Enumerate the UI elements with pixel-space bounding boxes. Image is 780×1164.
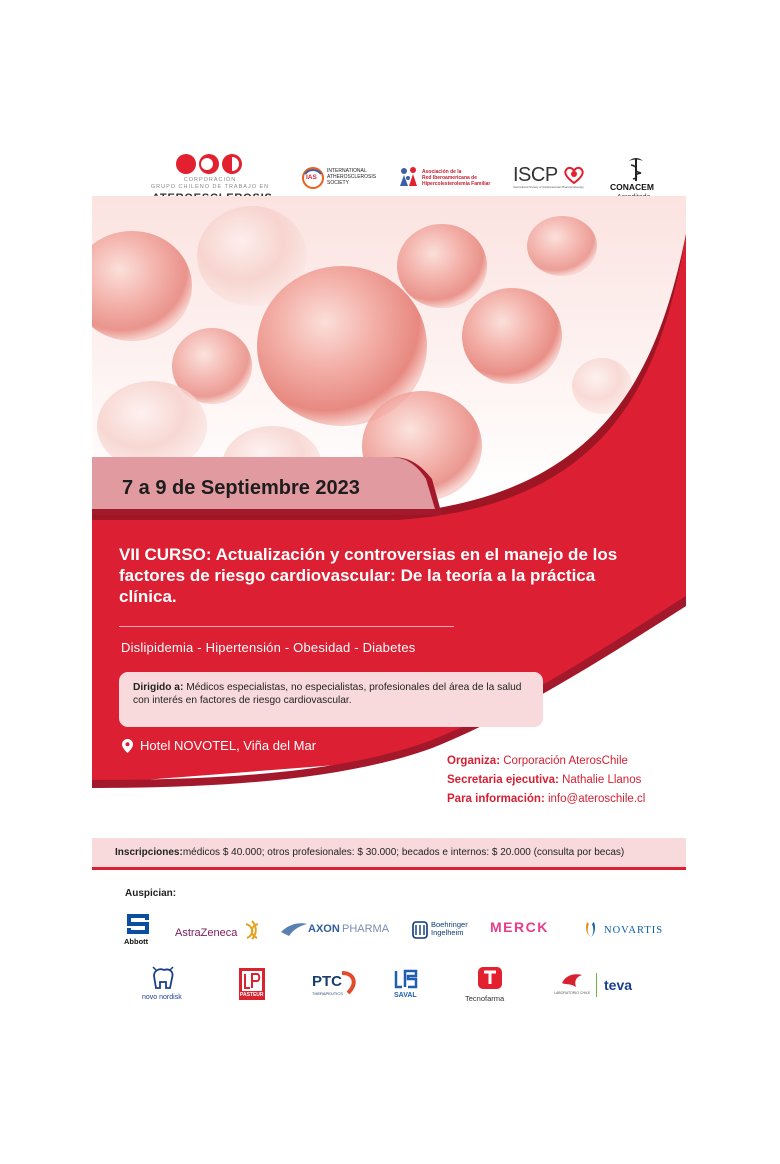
boehringer-line1: Boehringer [431, 920, 468, 929]
info-email-link[interactable]: info@ateroschile.cl [544, 793, 646, 805]
event-location [122, 738, 316, 753]
info-line [447, 793, 645, 805]
heart-icon [564, 166, 584, 184]
iscp-mark: ISCP [513, 164, 558, 186]
secretaria-label: Secretaria ejecutiva: [447, 774, 559, 786]
secretaria-value: Nathalie Llanos [558, 774, 642, 786]
registration-text: médicos $ 40.000; otros profesionales: $ 30.000; becados e internos: $ 20.000 (consulta por becas) [182, 847, 625, 858]
target-audience-label: Dirigido a: [133, 682, 184, 693]
ias-mark: IAS [306, 174, 317, 181]
astrazeneca-name: AstraZeneca [175, 927, 238, 939]
axon-name: AXON [308, 923, 340, 935]
tecnofarma-name: Tecnofarma [465, 994, 505, 1003]
family-figures-icon [398, 166, 420, 188]
ateros-sub1: CORPORACIÓN [183, 177, 237, 183]
target-audience-box [119, 672, 543, 727]
location-text: Hotel NOVOTEL, Viña del Mar [140, 738, 317, 753]
title-divider [119, 626, 454, 627]
sponsor-laboratorio-chile [554, 973, 596, 1001]
course-topics: Dislipidemia - Hipertensión - Obesidad - Diabetes [121, 640, 416, 655]
logo-ias [300, 166, 380, 192]
registration-fees-bar [92, 838, 686, 870]
ateros-sub2: GRUPO CHILENO DE TRABAJO EN [150, 184, 270, 190]
asoc-line1: Asociación de la [422, 169, 462, 175]
novartis-name: NOVARTIS [604, 925, 664, 936]
sponsors-heading: Auspician: [125, 888, 177, 899]
axon-wing-icon [281, 922, 307, 936]
pasteur-name: PASTEUR [240, 992, 264, 998]
sponsor-ptc [312, 971, 360, 999]
target-audience-text: Médicos especialistas, no especialistas, profesionales del área de la salud con interés en factores de riesgo cardiovascular. [133, 682, 522, 706]
ptc-sub: THERAPEUTICS [312, 991, 343, 996]
novartis-flame-icon [584, 922, 598, 938]
saval-logo-icon [394, 969, 418, 991]
axon-pharma-name: PHARMA [342, 923, 390, 935]
ias-line1: INTERNATIONAL [327, 168, 367, 174]
ptc-name: PTC [312, 973, 342, 990]
novo-name: novo nordisk [142, 994, 182, 1001]
organiza-label: Organiza: [447, 755, 501, 767]
sponsor-novo-nordisk [140, 966, 195, 1006]
asoc-line3: Hipercolesterolemia Familiar [422, 181, 491, 187]
ateros-circles-icon [175, 153, 243, 177]
ias-line2: ATHEROSCLEROSIS [327, 174, 377, 180]
registration-label: Inscripciones: [115, 847, 183, 858]
novo-bull-icon [150, 966, 176, 992]
abbott-logo-icon [125, 912, 151, 936]
labchile-name: LABORATORIO CHILE [554, 991, 591, 995]
sponsor-axon-pharma [281, 920, 396, 940]
secretaria-line [447, 774, 641, 786]
sponsor-boehringer [412, 920, 472, 942]
labchile-bird-icon [560, 973, 584, 989]
location-pin-icon [122, 739, 133, 753]
organiza-value: Corporación AterosChile [500, 755, 628, 767]
asoc-line2: Red Iberoamericana de [422, 175, 478, 181]
tecnofarma-logo-icon [477, 966, 503, 990]
sponsor-merck: MERCK [490, 919, 549, 935]
sponsor-abbott [122, 912, 158, 948]
course-title: VII CURSO: Actualización y controversias en el manejo de los factores de riesgo cardiovascular: De la teoría a la práctica clínica. [119, 545, 618, 606]
organiza-line [447, 755, 628, 767]
ias-line3: SOCIETY [327, 180, 349, 186]
sponsor-tecnofarma [463, 966, 519, 1006]
saval-name: SAVAL [394, 992, 417, 999]
sponsor-teva: teva [604, 977, 633, 993]
abbott-name: Abbott [124, 937, 149, 946]
info-label: Para información: [447, 793, 545, 805]
logo-iscp [513, 164, 593, 190]
event-date: 7 a 9 de Septiembre 2023 [122, 477, 360, 499]
caduceus-icon [625, 157, 647, 183]
boehringer-line2: Ingelheim [431, 928, 464, 937]
conacem-mark: CONACEM [610, 182, 654, 192]
sponsor-saval [392, 969, 422, 1001]
iscp-sub: International Society of Cardiovascular Pharmacotherapy [513, 185, 584, 189]
sponsor-separator [596, 973, 597, 997]
boehringer-logo-icon [412, 921, 428, 939]
sponsor-astrazeneca [175, 920, 265, 944]
logo-red-iberoamericana [398, 166, 498, 190]
sponsor-novartis [584, 920, 674, 942]
sponsor-pasteur [238, 967, 266, 1001]
astrazeneca-symbol-icon [243, 920, 261, 940]
